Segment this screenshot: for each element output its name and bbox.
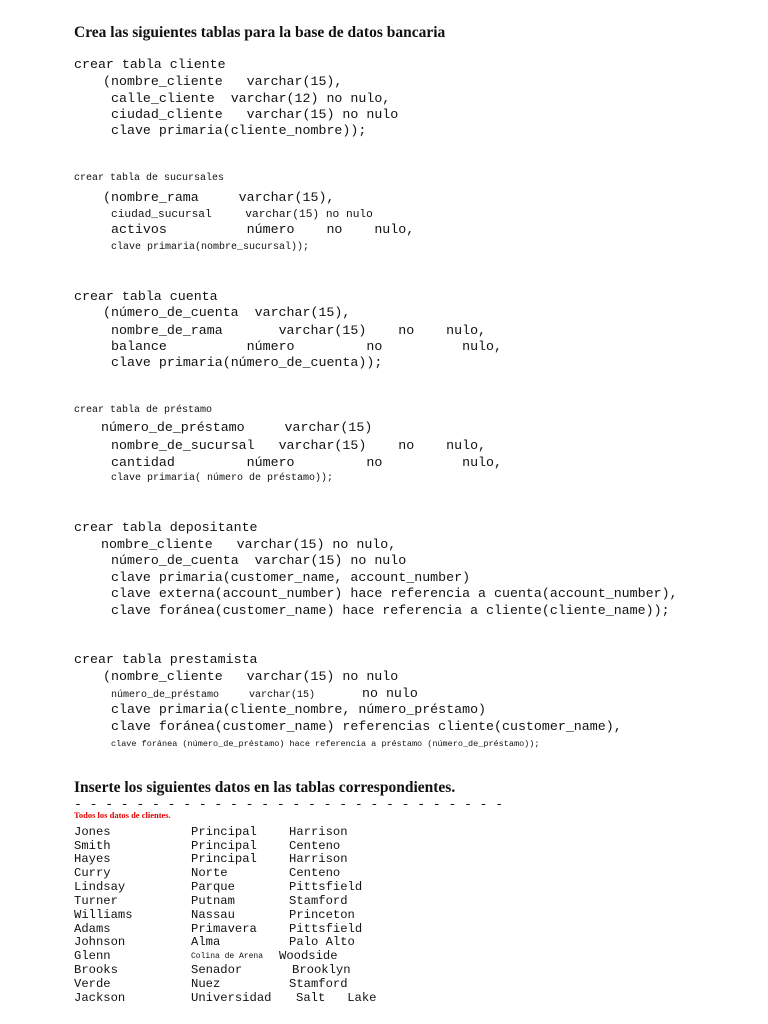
client-row: [0, 852, 768, 866]
prestamista-line: clave foránea (número_de_préstamo) hace referencia a préstamo (número_de_préstamo));: [111, 739, 540, 749]
prestamo-line: cantidad número no nulo,: [111, 455, 502, 470]
dashed-divider: - - - - - - - - - - - - - - - - - - - - - - - - - - - -: [74, 797, 504, 812]
client-row: [0, 922, 768, 936]
cuenta-line: (número_de_cuenta varchar(15),: [103, 305, 351, 320]
client-city: Harrison: [289, 852, 348, 866]
client-name: Lindsay: [74, 880, 126, 894]
client-name: Jackson: [74, 991, 126, 1005]
client-city: Stamford: [289, 894, 348, 908]
cliente-line: clave primaria(cliente_nombre));: [111, 123, 367, 138]
depositante-title: crear tabla depositante: [74, 520, 258, 535]
depositante-line: clave foránea(customer_name) hace referencia a cliente(cliente_name));: [111, 603, 670, 618]
client-row: [0, 880, 768, 894]
client-city: Palo Alto: [289, 935, 355, 949]
client-city: Centeno: [289, 839, 341, 853]
client-row: [0, 908, 768, 922]
sucursales-line: (nombre_rama varchar(15),: [103, 190, 335, 205]
client-street: Primavera: [191, 922, 257, 936]
client-city: Pittsfield: [289, 922, 363, 936]
cuenta-line: nombre_de_rama varchar(15) no nulo,: [111, 323, 487, 338]
client-row: [0, 977, 768, 991]
client-street: Parque: [191, 880, 235, 894]
heading-insert-data: Inserte los siguientes datos en las tablas correspondientes.: [74, 779, 456, 796]
client-city: Princeton: [289, 908, 355, 922]
client-city: Harrison: [289, 825, 348, 839]
cuenta-line: balance número no nulo,: [111, 339, 502, 354]
client-name: Hayes: [74, 852, 111, 866]
client-city: Brooklyn: [292, 963, 351, 977]
client-city: Stamford: [289, 977, 348, 991]
depositante-line: número_de_cuenta varchar(15) no nulo: [111, 553, 407, 568]
prestamo-line: clave primaria( número de préstamo));: [111, 473, 334, 484]
client-street: Putnam: [191, 894, 235, 908]
heading-create-tables: Crea las siguientes tablas para la base de datos bancaria: [74, 24, 446, 41]
client-name: Curry: [74, 866, 111, 880]
client-city: Pittsfield: [289, 880, 363, 894]
client-street: Colina de Arena: [191, 952, 264, 961]
client-street: Principal: [191, 839, 257, 853]
cliente-line: (nombre_cliente varchar(15),: [103, 74, 343, 89]
client-name: Verde: [74, 977, 111, 991]
client-row: [0, 839, 768, 853]
client-name: Johnson: [74, 935, 126, 949]
client-row: [0, 963, 768, 977]
client-name: Adams: [74, 922, 111, 936]
client-row: [0, 949, 768, 963]
depositante-line: clave externa(account_number) hace referencia a cuenta(account_number),: [111, 586, 678, 601]
depositante-line: clave primaria(customer_name, account_number): [111, 570, 471, 585]
cuenta-title: crear tabla cuenta: [74, 289, 218, 304]
cliente-title: crear tabla cliente: [74, 57, 226, 72]
client-city: Salt Lake: [296, 991, 377, 1005]
prestamista-line: no nulo: [362, 686, 418, 701]
client-row: [0, 825, 768, 839]
client-street: Alma: [191, 935, 221, 949]
sucursales-line: activos número no nulo,: [111, 222, 415, 237]
prestamista-line: número_de_préstamo varchar(15): [111, 690, 316, 701]
client-row: [0, 935, 768, 949]
prestamo-line: nombre_de_sucursal varchar(15) no nulo,: [111, 438, 487, 453]
client-row: [0, 866, 768, 880]
client-street: Principal: [191, 825, 257, 839]
client-street: Nassau: [191, 908, 235, 922]
depositante-line: nombre_cliente varchar(15) no nulo,: [101, 537, 397, 552]
prestamista-line: (nombre_cliente varchar(15) no nulo: [103, 669, 399, 684]
cuenta-line: clave primaria(número_de_cuenta));: [111, 355, 383, 370]
client-city: Woodside: [279, 949, 338, 963]
client-street: Universidad: [191, 991, 272, 1005]
prestamista-line: clave primaria(cliente_nombre, número_préstamo): [111, 702, 487, 717]
cliente-line: ciudad_cliente varchar(15) no nulo: [111, 107, 399, 122]
client-street: Nuez: [191, 977, 221, 991]
prestamo-title: crear tabla de préstamo: [74, 405, 213, 416]
client-row: [0, 894, 768, 908]
prestamista-title: crear tabla prestamista: [74, 652, 258, 667]
cliente-line: calle_cliente varchar(12) no nulo,: [111, 91, 391, 106]
client-name: Smith: [74, 839, 111, 853]
sucursales-line: ciudad_sucursal varchar(15) no nulo: [111, 209, 373, 221]
sucursales-line: clave primaria(nombre_sucursal));: [111, 242, 310, 253]
client-street: Senador: [191, 963, 243, 977]
client-street: Norte: [191, 866, 228, 880]
client-street: Principal: [191, 852, 257, 866]
client-data-label: Todos los datos de clientes.: [74, 810, 171, 820]
client-name: Brooks: [74, 963, 118, 977]
client-name: Williams: [74, 908, 133, 922]
client-name: Jones: [74, 825, 111, 839]
client-name: Turner: [74, 894, 118, 908]
sucursales-title: crear tabla de sucursales: [74, 173, 225, 184]
client-city: Centeno: [289, 866, 341, 880]
prestamo-line: número_de_préstamo varchar(15): [101, 420, 373, 435]
client-name: Glenn: [74, 949, 111, 963]
prestamista-line: clave foránea(customer_name) referencias cliente(customer_name),: [111, 719, 622, 734]
client-row: [0, 991, 768, 1005]
